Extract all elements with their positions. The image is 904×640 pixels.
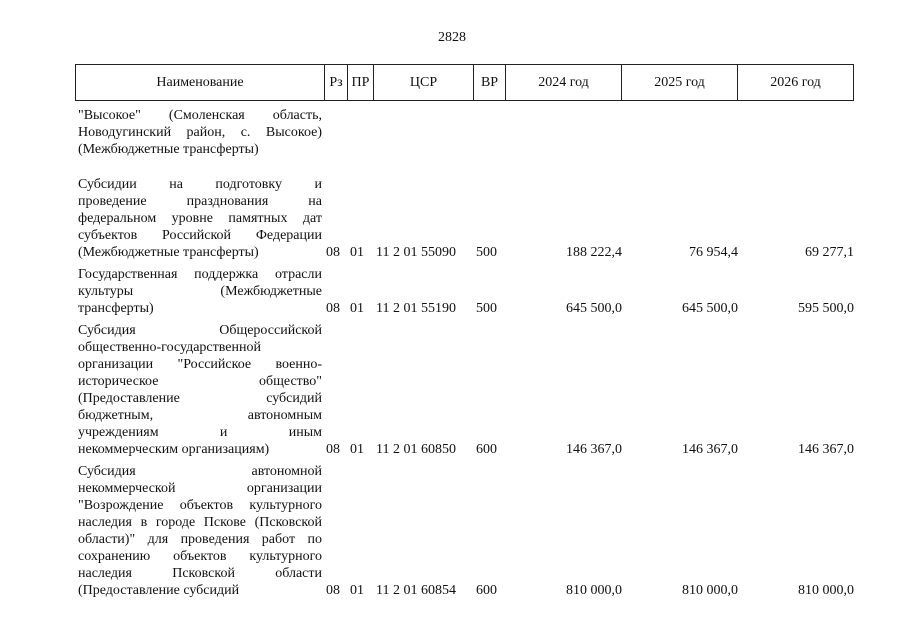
row-value-2026: 69 277,1 xyxy=(805,245,854,260)
row-name-line: историческое общество" xyxy=(78,374,322,389)
row-vr: 600 xyxy=(476,583,497,598)
row-name-line: Государственная поддержка отрасли xyxy=(78,267,322,282)
row-name-line: "Возрождение объектов культурного xyxy=(78,498,322,513)
row-rz: 08 xyxy=(326,442,340,457)
row-name xyxy=(78,107,322,158)
row-value-2025: 810 000,0 xyxy=(682,583,738,598)
row-name-line: "Высокое" (Смоленская область, xyxy=(78,108,322,123)
column-header-vr: ВР xyxy=(474,65,506,101)
column-header-csr: ЦСР xyxy=(374,65,474,101)
row-value-2026: 810 000,0 xyxy=(798,583,854,598)
row-name-line: (Предоставление субсидий xyxy=(78,391,322,406)
row-name-line: трансферты) xyxy=(78,301,154,316)
row-pr: 01 xyxy=(350,442,364,457)
column-header-name: Наименование xyxy=(76,65,325,101)
row-csr: 11 2 01 55190 xyxy=(376,301,456,316)
row-value-2025: 146 367,0 xyxy=(682,442,738,457)
row-name xyxy=(78,463,322,599)
row-name-line: области)" для проведения работ по xyxy=(78,532,322,547)
row-name-line: (Межбюджетные трансферты) xyxy=(78,245,259,260)
table-row xyxy=(78,107,858,158)
row-name-line: учреждениям и иным xyxy=(78,425,322,440)
row-pr: 01 xyxy=(350,301,364,316)
row-value-2025: 645 500,0 xyxy=(682,301,738,316)
row-name-line: культуры (Межбюджетные xyxy=(78,284,322,299)
row-value-2024: 645 500,0 xyxy=(566,301,622,316)
column-header-2024: 2024 год xyxy=(506,65,622,101)
table-header xyxy=(75,64,854,101)
row-name-line: проведение празднования на xyxy=(78,194,322,209)
column-header-rz: Рз xyxy=(325,65,348,101)
row-name-line: Субсидия автономной xyxy=(78,464,322,479)
row-value-2026: 595 500,0 xyxy=(798,301,854,316)
row-name-line: некоммерческим организациям) xyxy=(78,442,270,457)
row-name-line: бюджетным, автономным xyxy=(78,408,322,423)
row-name-line: Субсидия Общероссийской xyxy=(78,323,322,338)
row-pr: 01 xyxy=(350,583,364,598)
row-csr: 11 2 01 55090 xyxy=(376,245,456,260)
row-name-line: субъектов Российской Федерации xyxy=(78,228,322,243)
row-rz: 08 xyxy=(326,245,340,260)
column-header-2026: 2026 год xyxy=(738,65,854,101)
row-csr: 11 2 01 60850 xyxy=(376,442,456,457)
row-value-2024: 810 000,0 xyxy=(566,583,622,598)
row-name-line: Новодугинский район, с. Высокое) xyxy=(78,125,322,140)
table-body xyxy=(78,102,858,599)
column-header-2025: 2025 год xyxy=(622,65,738,101)
column-header-pr: ПР xyxy=(348,65,374,101)
table-row xyxy=(78,322,858,458)
row-csr: 11 2 01 60854 xyxy=(376,583,456,598)
row-name-line: (Предоставление субсидий xyxy=(78,583,240,598)
row-name-line: некоммерческой организации xyxy=(78,481,322,496)
row-name-line: наследия Псковской области xyxy=(78,566,322,581)
row-vr: 500 xyxy=(476,301,497,316)
row-name-line: организации "Российское военно- xyxy=(78,357,322,372)
row-rz: 08 xyxy=(326,301,340,316)
row-name-line: (Межбюджетные трансферты) xyxy=(78,142,259,157)
row-pr: 01 xyxy=(350,245,364,260)
row-name-line: сохранению объектов культурного xyxy=(78,549,322,564)
row-name xyxy=(78,176,322,261)
row-rz: 08 xyxy=(326,583,340,598)
row-name xyxy=(78,322,322,458)
row-name-line: наследия в городе Пскове (Псковской xyxy=(78,515,322,530)
table-row xyxy=(78,463,858,599)
row-name-line: общественно-государственной xyxy=(78,340,261,355)
row-name-line: федеральном уровне памятных дат xyxy=(78,211,322,226)
page-number: 2828 xyxy=(438,30,466,45)
row-value-2024: 188 222,4 xyxy=(566,245,622,260)
table-row xyxy=(78,176,858,261)
table-row xyxy=(78,266,858,317)
row-name xyxy=(78,266,322,317)
row-value-2024: 146 367,0 xyxy=(566,442,622,457)
row-vr: 500 xyxy=(476,245,497,260)
row-name-line: Субсидии на подготовку и xyxy=(78,177,322,192)
row-vr: 600 xyxy=(476,442,497,457)
row-value-2026: 146 367,0 xyxy=(798,442,854,457)
row-value-2025: 76 954,4 xyxy=(689,245,738,260)
